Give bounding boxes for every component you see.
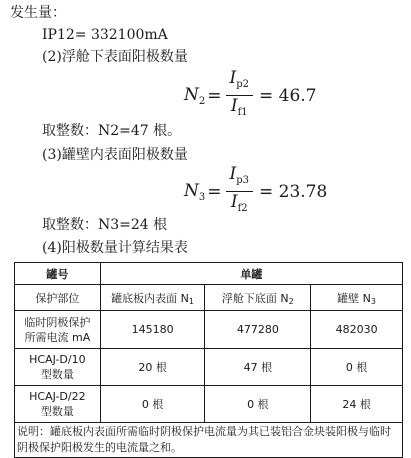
- text-line-n3-integer: 取整数：N3=24 根: [42, 217, 168, 233]
- cell-col-n3: 罐壁 N3: [311, 285, 403, 311]
- cell-part-label: 保护部位: [15, 285, 101, 311]
- heading-tank-wall: (3)罐壁内表面阳极数量: [42, 147, 188, 163]
- text-line-ip12: IP12= 332100mA: [42, 27, 168, 43]
- cell-col-n2: 浮舱下底面 N2: [205, 285, 311, 311]
- cell-hcaj10-n2: 47 根: [205, 349, 311, 386]
- eq1-lhs: $N_2$: [184, 84, 206, 107]
- cell-hcaj22-n1: 0 根: [100, 386, 205, 423]
- table-note: 说明：罐底板内表面所需临时阴极保护电流量为其已装铝合金块装阳极与临时阴极保护阳极发生的电流量之和。: [15, 423, 403, 458]
- header-single-tank: 单罐: [100, 263, 402, 285]
- cell-current-n3: 482030: [311, 311, 403, 349]
- eq2-result: = 23.78: [258, 181, 328, 202]
- table-note-row: [15, 423, 403, 458]
- eq1-fraction: $\frac{I_{p2}}{I_{f1}}$: [226, 68, 253, 123]
- table-row-current: [15, 311, 403, 349]
- cell-col-n1: 罐底板内表面 N1: [100, 285, 205, 311]
- equation-n2: $N_2$ = $\frac{I_{p2}}{I_{f1}}$ = 46.7: [184, 68, 316, 123]
- table-row-hcaj10: [15, 349, 403, 386]
- header-tank-no: 罐号: [15, 263, 101, 285]
- eq1-result: = 46.7: [258, 85, 317, 106]
- heading-floating-cabin: (2)浮舱下表面阳极数量: [42, 49, 188, 65]
- equation-n3: $N_3$ = $\frac{I_{p3}}{I_{f2}}$ = 23.78: [184, 164, 327, 219]
- cell-current-n1: 145180: [100, 311, 205, 349]
- cell-current-n2: 477280: [205, 311, 311, 349]
- cell-hcaj22-n3: 24 根: [311, 386, 403, 423]
- text-line-output: 发生量：: [10, 5, 66, 21]
- cell-hcaj10-label: HCAJ-D/10 型数量: [15, 349, 101, 386]
- eq2-lhs: $N_3$: [184, 180, 206, 203]
- heading-results-table: (4)阳极数量计算结果表: [42, 240, 188, 256]
- cell-hcaj10-n3: 0 根: [311, 349, 403, 386]
- cell-current-label: 临时阴极保护 所需电流 mA: [15, 311, 101, 349]
- table-header-row: [15, 263, 403, 285]
- table-row-part: [15, 285, 403, 311]
- cell-hcaj22-label: HCAJ-D/22 型数量: [15, 386, 101, 423]
- cell-hcaj10-n1: 20 根: [100, 349, 205, 386]
- eq2-fraction: $\frac{I_{p3}}{I_{f2}}$: [226, 164, 253, 219]
- text-line-n2-integer: 取整数：N2=47 根。: [42, 123, 182, 139]
- cell-hcaj22-n2: 0 根: [205, 386, 311, 423]
- anode-results-table: [14, 262, 403, 458]
- table-row-hcaj22: [15, 386, 403, 423]
